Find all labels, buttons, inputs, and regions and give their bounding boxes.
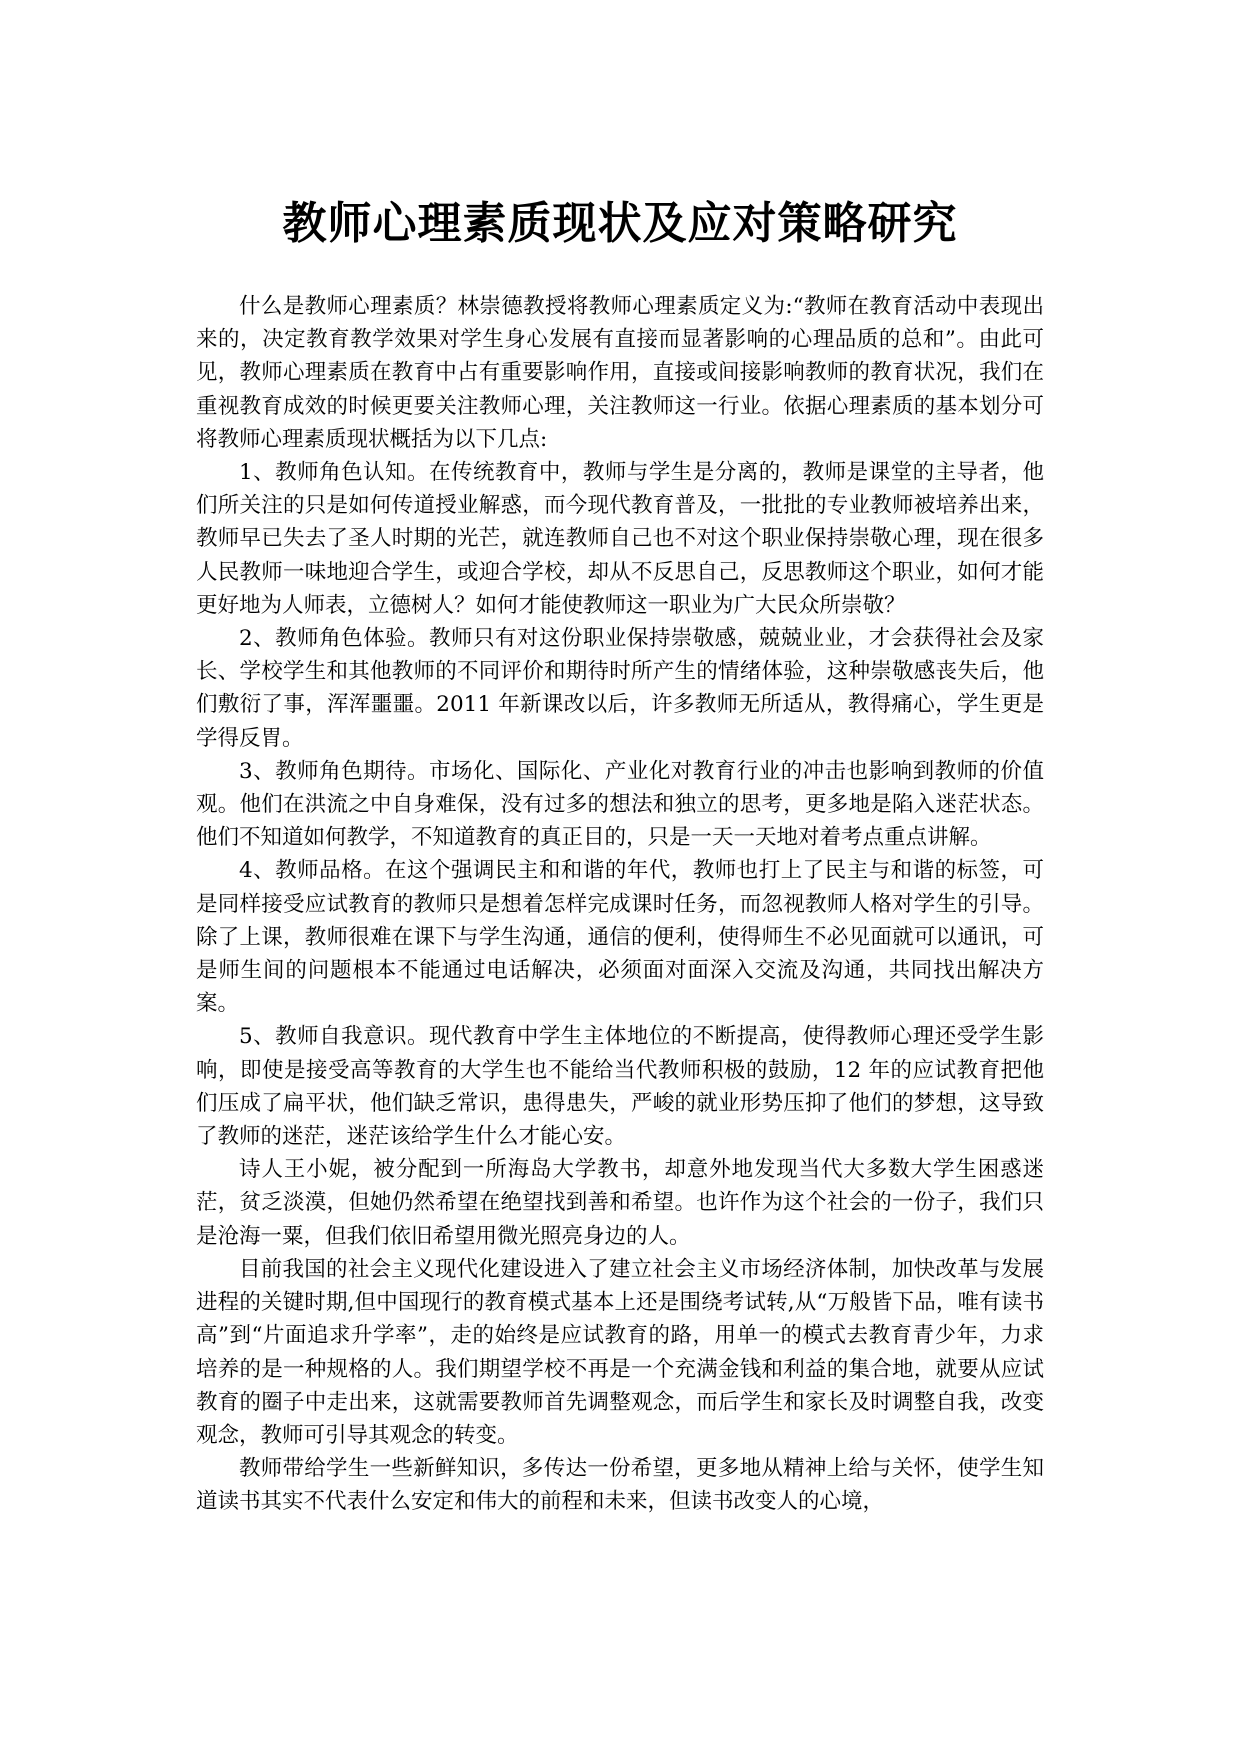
paragraph-poet-example: 诗人王小妮，被分配到一所海岛大学教书，却意外地发现当代大多数大学生困惑迷茫，贫乏淡漠，但她仍然希望在绝望找到善和希望。也许作为这个社会的一份子，我们只是沧海一粟，但我们依旧希望用微光照亮身边的人。 <box>196 1157 1044 1249</box>
paragraph-intro: 什么是教师心理素质？林崇德教授将教师心理素质定义为:“教师在教育活动中表现出来的，决定教育教学效果对学生身心发展有直接而显著影响的心理品质的总和”。由此可见，教师心理素质在教育中占有重要影响作用，直接或间接影响教师的教育状况，我们在重视教育成效的时候更要关注教师心理，关注教师这一行业。依据心理素质的基本划分可将教师心理素质现状概括为以下几点: <box>196 294 1044 452</box>
paragraph-education-reform: 目前我国的社会主义现代化建设进入了建立社会主义市场经济体制，加快改革与发展进程的关键时期,但中国现行的教育模式基本上还是围绕考试转,从“万般皆下品，唯有读书高”到“片面追求升学率”，走的始终是应试教育的路，用单一的模式去教育青少年，力求培养的是一种规格的人。我们期望学校不再是一个充满金钱和利益的集合地，就要从应试教育的圈子中走出来，这就需要教师首先调整观念，而后学生和家长及时调整自我，改变观念，教师可引导其观念的转变。 <box>196 1256 1044 1448</box>
paragraph-self-awareness: 5、教师自我意识。现代教育中学生主体地位的不断提高，使得教师心理还受学生影响，即使是接受高等教育的大学生也不能给当代教师积极的鼓励，12 年的应试教育把他们压成了扁平状，他们缺乏常识，患得患失，严峻的就业形势压抑了他们的梦想，这导致了教师的迷茫，迷茫该给学生什么才能心安。 <box>196 1024 1044 1150</box>
paragraph-role-experience: 2、教师角色体验。教师只有对这份职业保持崇敬感，兢兢业业，才会获得社会及家长、学校学生和其他教师的不同评价和期待时所产生的情绪体验，这种崇敬感丧失后，他们敷衍了事，浑浑噩噩。2011 年新课改以后，许多教师无所适从，教得痛心，学生更是学得反胃。 <box>196 626 1044 751</box>
document-title: 教师心理素质现状及应对策略研究 <box>282 198 958 249</box>
document-body <box>196 290 1044 1519</box>
paragraph-character: 4、教师品格。在这个强调民主和和谐的年代，教师也打上了民主与和谐的标签，可是同样接受应试教育的教师只是想着怎样完成课时任务，而忽视教师人格对学生的引导。除了上课，教师很难在课下与学生沟通，通信的便利，使得师生不必见面就可以通讯，可是师生间的问题根本不能通过电话解决，必须面对面深入交流及沟通，共同找出解决方案。 <box>196 858 1044 1017</box>
paragraph-role-cognition: 1、教师角色认知。在传统教育中，教师与学生是分离的，教师是课堂的主导者，他们所关注的只是如何传道授业解惑，而今现代教育普及，一批批的专业教师被培养出来，教师早已失去了圣人时期的光芒，就连教师自己也不对这个职业保持崇敬心理，现在很多人民教师一味地迎合学生，或迎合学校，却从不反思自己，反思教师这个职业，如何才能更好地为人师表，立德树人？如何才能使教师这一职业为广大民众所崇敬？ <box>196 460 1044 618</box>
paragraph-role-expectation: 3、教师角色期待。市场化、国际化、产业化对教育行业的冲击也影响到教师的价值观。他们在洪流之中自身难保，没有过多的想法和独立的思考，更多地是陷入迷茫状态。他们不知道如何教学，不知道教育的真正目的，只是一天一天地对着考点重点讲解。 <box>196 758 1044 851</box>
paragraph-conclusion: 教师带给学生一些新鲜知识，多传达一份希望，更多地从精神上给与关怀，使学生知道读书其实不代表什么安定和伟大的前程和未来，但读书改变人的心境， <box>196 1456 1044 1515</box>
